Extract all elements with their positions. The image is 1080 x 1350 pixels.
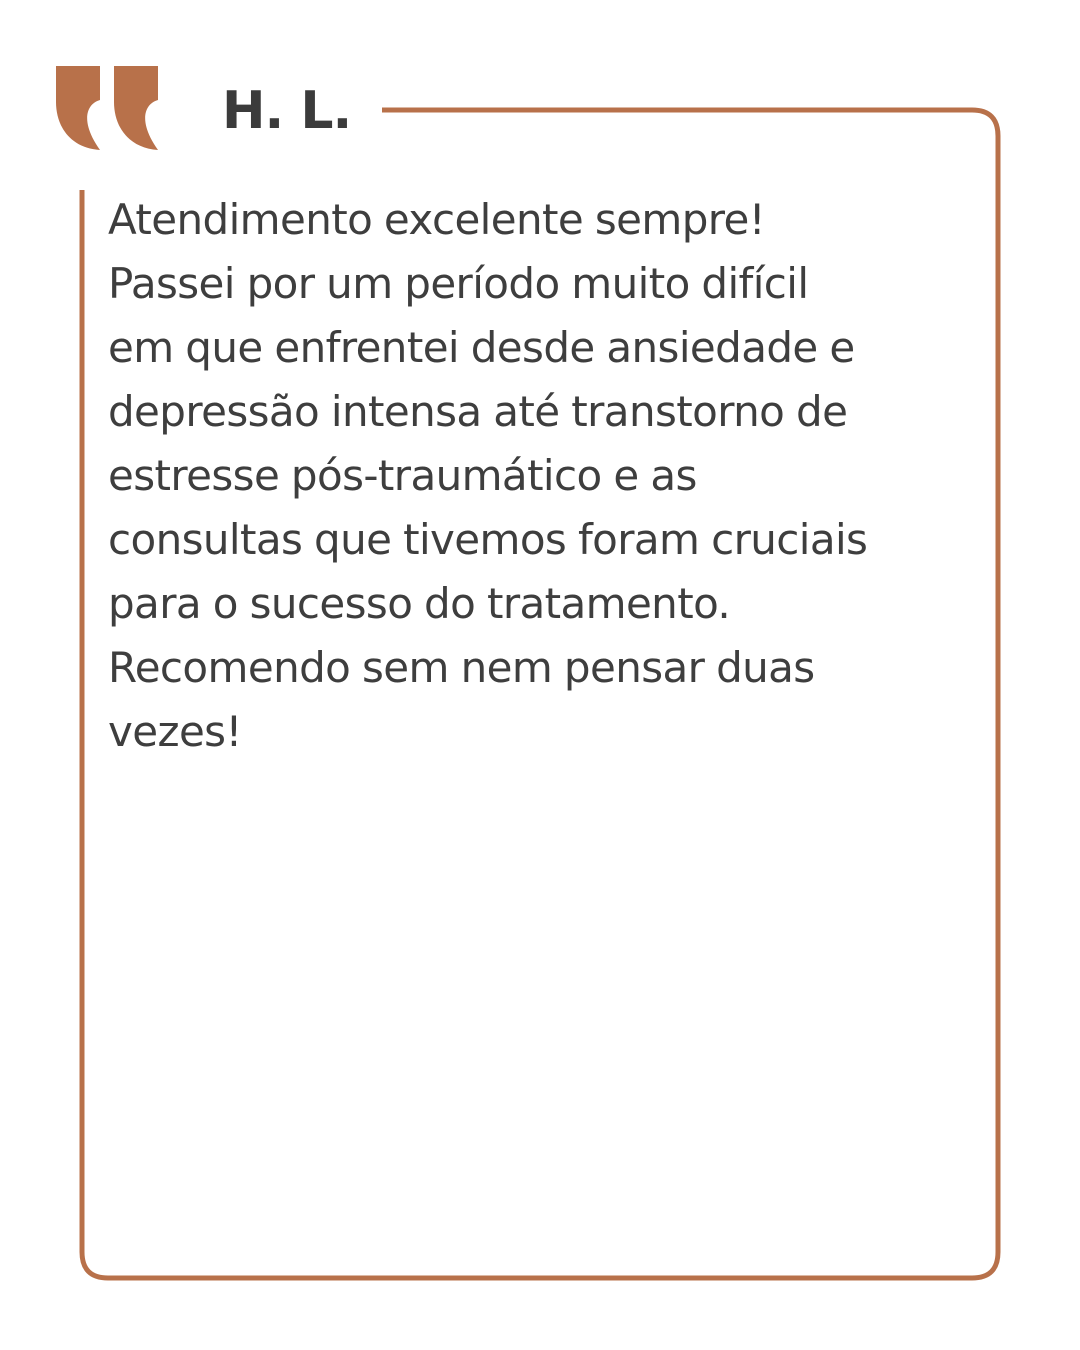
testimonial-line: em que enfrentei desde ansiedade e — [108, 323, 855, 372]
testimonial-line: vezes! — [108, 707, 242, 756]
testimonial-line: depressão intensa até transtorno de — [108, 387, 848, 436]
quote-mark-icon — [56, 66, 160, 152]
testimonial-line: Passei por um período muito difícil — [108, 259, 809, 308]
testimonial-line: estresse pós-traumático e as — [108, 451, 697, 500]
testimonial-line: consultas que tivemos foram cruciais — [108, 515, 868, 564]
testimonial-text — [108, 188, 988, 764]
testimonial-line: Recomendo sem nem pensar duas — [108, 643, 815, 692]
testimonial-line: para o sucesso do tratamento. — [108, 579, 731, 628]
author-name: H. L. — [222, 81, 352, 141]
testimonial-line: Atendimento excelente sempre! — [108, 195, 765, 244]
